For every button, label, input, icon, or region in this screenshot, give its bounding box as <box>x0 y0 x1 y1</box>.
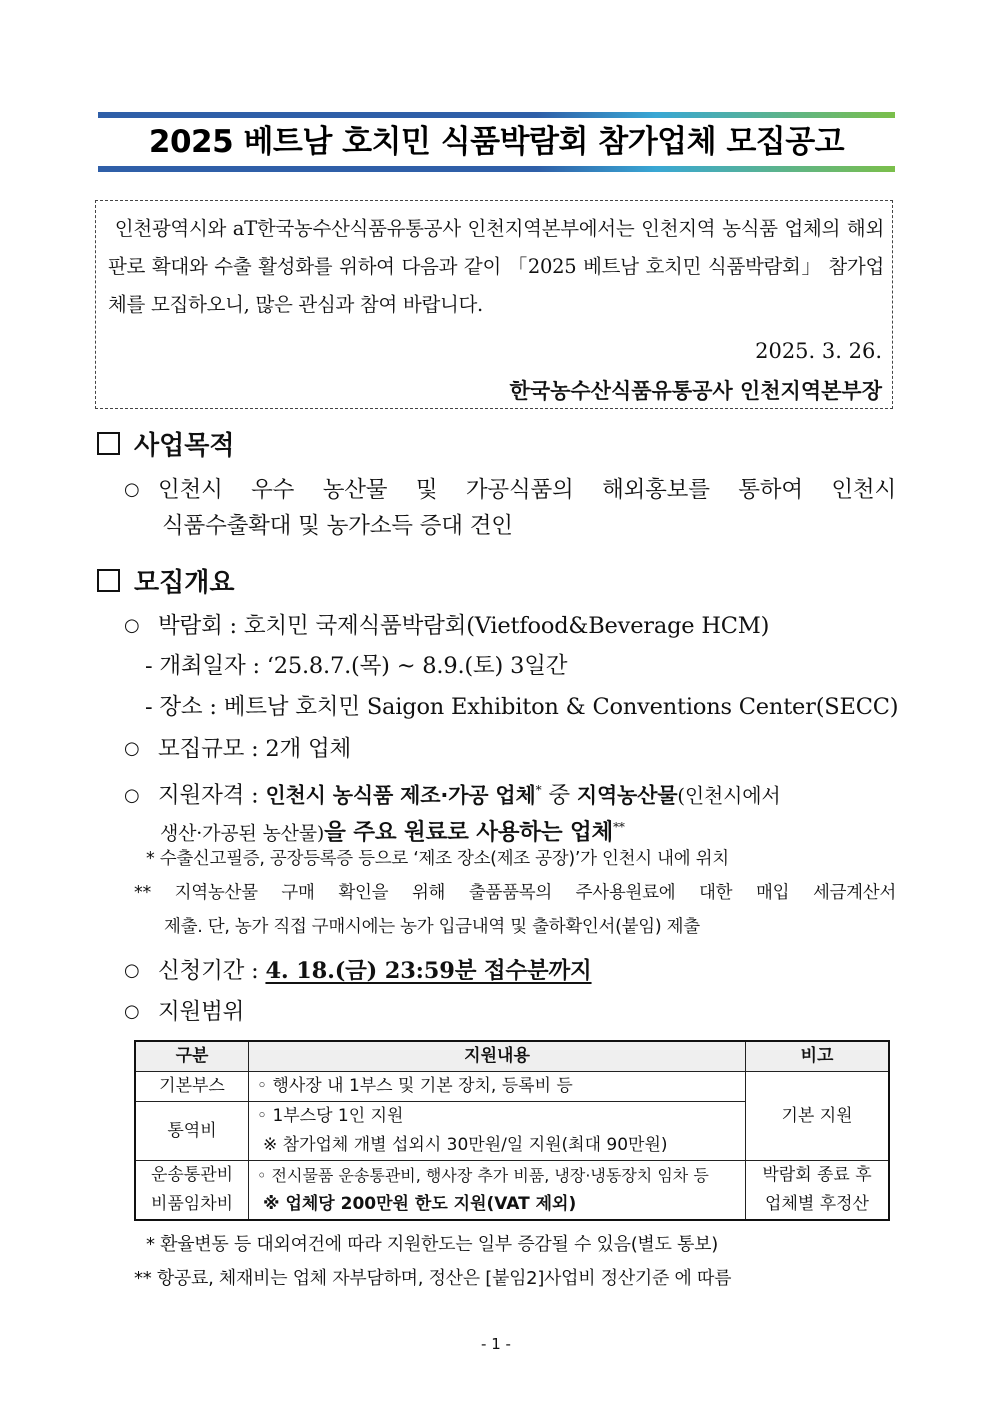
support-table <box>134 1040 890 1221</box>
row-note: 기본 지원 <box>746 1072 889 1161</box>
circle-bullet-icon: ○ <box>124 784 140 806</box>
application-period: ○ 신청기간 : 4. 18.(금) 23:59분 접수분까지 <box>124 953 592 989</box>
checkbox-square-icon <box>97 569 120 592</box>
notice-date: 2025. 3. 26. <box>755 339 882 363</box>
expo-dates: - 개최일자 : ‘25.8.7.(목) ~ 8.9.(토) 3일간 <box>145 653 568 679</box>
header-note: 비고 <box>746 1041 889 1072</box>
circle-bullet-icon: ○ <box>124 479 140 500</box>
row-category: 운송통관비 비품임차비 <box>135 1161 249 1221</box>
header-content: 지원내용 <box>249 1041 746 1072</box>
section-heading-overview: 모집개요 <box>97 565 234 601</box>
checkbox-square-icon <box>97 432 120 455</box>
expo-line: ○ 박람회 : 호치민 국제식품박람회(Vietfood&Beverage HCM) <box>124 608 769 644</box>
support-scope: ○ 지원범위 <box>124 994 244 1030</box>
expo-venue: - 장소 : 베트남 호치민 Saigon Exhibiton & Conventions Center(SECC) <box>145 694 899 720</box>
footnote-2: ** 항공료, 체재비는 업체 자부담하며, 정산은 [붙임2]사업비 정산기준 에 따름 <box>134 1268 732 1289</box>
qualification-line1: ○ 지원자격 : 인천시 농식품 제조·가공 업체* 중 지역농산물(인천시에서 <box>124 772 896 814</box>
footnote-1: * 환율변동 등 대외여건에 따라 지원한도는 일부 증감될 수 있음(별도 통보) <box>146 1234 718 1255</box>
purpose-bullet-line1: ○ 인천시 우수 농산물 및 가공식품의 해외홍보를 통하여 인천시 <box>124 472 896 508</box>
notice-body: 인천광역시와 aT한국농수산식품유통공사 인천지역본부에서는 인천지역 농식품 업체의 해외 판로 확대와 수출 활성화를 위하여 다음과 같이 「2025 베트남 호치민 식품박람회」 참가업체를 모집하오니, 많은 관심과 참여 바랍니다. <box>108 217 884 316</box>
notice-text <box>108 210 884 324</box>
header-category: 구분 <box>135 1041 249 1072</box>
qualification-note2-line1: ** 지역농산물 구매 확인을 위해 출품품목의 주사용원료에 대한 매입 세금계산서 <box>134 883 896 903</box>
qualification-note2-line2: 제출. 단, 농가 직접 구매시에는 농가 입금내역 및 출하확인서(붙임) 제출 <box>164 917 700 937</box>
qualification-note1: * 수출신고필증, 공장등록증 등으로 ‘제조 장소(제조 공장)’가 인천시 내에 위치 <box>146 849 729 869</box>
table-row <box>135 1072 889 1102</box>
circle-bullet-icon: ○ <box>124 615 140 636</box>
notice-signature: 한국농수산식품유통공사 인천지역본부장 <box>509 378 882 403</box>
recruit-scale: ○ 모집규모 : 2개 업체 <box>124 731 351 767</box>
circle-bullet-icon: ○ <box>124 1001 140 1022</box>
circle-bullet-icon: ○ <box>124 738 140 759</box>
application-deadline: 4. 18.(금) 23:59분 접수분까지 <box>265 958 592 984</box>
table-row <box>135 1161 889 1221</box>
row-content: ◦ 행사장 내 1부스 및 기본 장치, 등록비 등 <box>249 1072 746 1102</box>
row-category: 기본부스 <box>135 1072 249 1102</box>
purpose-bullet-line2: 식품수출확대 및 농가소득 증대 견인 <box>162 513 513 539</box>
page-number: - 1 - <box>481 1335 511 1353</box>
table-header-row <box>135 1041 889 1072</box>
row-note: 박람회 종료 후 업체별 후정산 <box>746 1161 889 1221</box>
row-content: ◦ 전시물품 운송통관비, 행사장 추가 비품, 냉장·냉동장치 임차 등 ※ 업체당 200만원 한도 지원(VAT 제외) <box>249 1161 746 1221</box>
section-heading-purpose: 사업목적 <box>97 428 234 464</box>
page-title: 2025 베트남 호치민 식품박람회 참가업체 모집공고 <box>148 124 845 160</box>
title-bar-top <box>98 112 895 118</box>
qualification-line2: 생산·가공된 농산물)을 주요 원료로 사용하는 업체** <box>160 819 625 846</box>
title-bar-bottom <box>98 166 895 172</box>
circle-bullet-icon: ○ <box>124 960 140 981</box>
row-category: 통역비 <box>135 1102 249 1161</box>
row-content: ◦ 1부스당 1인 지원 ※ 참가업체 개별 섭외시 30만원/일 지원(최대 90만원) <box>249 1102 746 1161</box>
